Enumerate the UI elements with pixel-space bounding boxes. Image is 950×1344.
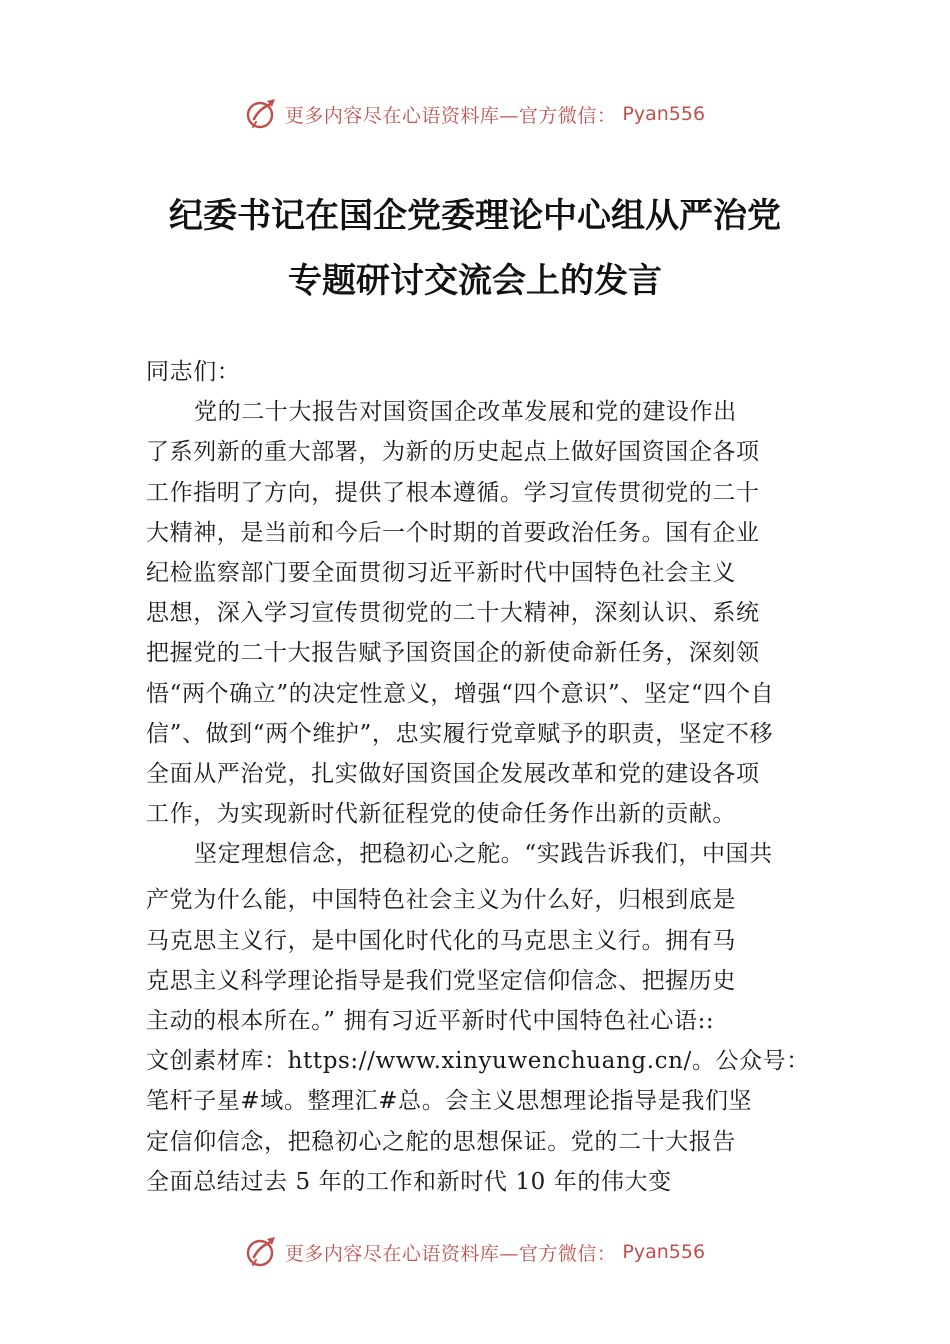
body-line: 工作，为实现新时代新征程党的使命任务作出新的贡献。: [146, 801, 736, 828]
watermark-wechat-id: Pyan556: [622, 103, 706, 125]
body-line: 思想，深入学习宣传贯彻党的二十大精神，深刻认识、系统: [146, 600, 760, 627]
document-title-line-2: 专题研讨交流会上的发言: [288, 261, 662, 301]
brush-logo-icon: [245, 1235, 279, 1269]
body-line: 信”、做到“两个维护”，忠实履行党章赋予的职责，坚定不移: [146, 720, 774, 747]
watermark-text: 更多内容尽在心语资料库—官方微信：: [284, 1242, 617, 1265]
body-line: 产党为什么能，中国特色社会主义为什么好，归根到底是: [146, 887, 736, 914]
body-line: 把握党的二十大报告赋予国资国企的新使命新任务，深刻领: [146, 640, 760, 667]
body-line: 了系列新的重大部署，为新的历史起点上做好国资国企各项: [146, 439, 760, 466]
body-line: 党的二十大报告对国资国企改革发展和党的建设作出: [194, 399, 737, 426]
body-line: 坚定理想信念，把稳初心之舵。“实践告诉我们，中国共: [194, 841, 773, 868]
body-line: 纪检监察部门要全面贯彻习近平新时代中国特色社会主义: [146, 559, 736, 586]
bottom-watermark-banner: [0, 1232, 950, 1272]
body-line: 工作指明了方向，提供了根本遵循。学习宣传贯彻党的二十: [146, 479, 760, 506]
body-line: 定信仰信念，把稳初心之舵的思想保证。党的二十大报告: [146, 1128, 736, 1155]
body-line: 马克思主义行，是中国化时代化的马克思主义行。拥有马: [146, 927, 736, 954]
body-line: 克思主义科学理论指导是我们党坚定信仰信念、把握历史: [146, 967, 736, 994]
body-line: 悟“两个确立”的决定性意义，增强“四个意识”、坚定“四个自: [146, 680, 775, 707]
brush-logo-icon: [245, 97, 279, 131]
body-line: 大精神，是当前和今后一个时期的首要政治任务。国有企业: [146, 519, 760, 546]
body-line: 文创素材库：https://www.xinyuwenchuang.cn/。公众号：: [146, 1048, 810, 1075]
body-line: 笔杆子星#域。整理汇#总。会主义思想理论指导是我们坚: [146, 1088, 753, 1115]
body-line: 全面从严治党，扎实做好国资国企发展改革和党的建设各项: [146, 760, 760, 787]
document-title-line-1: 纪委书记在国企党委理论中心组从严治党: [169, 196, 781, 236]
watermark-wechat-id: Pyan556: [622, 1241, 706, 1263]
watermark-text: 更多内容尽在心语资料库—官方微信：: [284, 104, 617, 127]
body-line: 全面总结过去 5 年的工作和新时代 10 年的伟大变: [146, 1168, 672, 1195]
document-body: [146, 352, 816, 1202]
salutation: 同志们：: [146, 359, 241, 385]
body-line: 主动的根本所在。” 拥有习近平新时代中国特色社心语::: [146, 1008, 715, 1034]
top-watermark-banner: [0, 94, 950, 134]
